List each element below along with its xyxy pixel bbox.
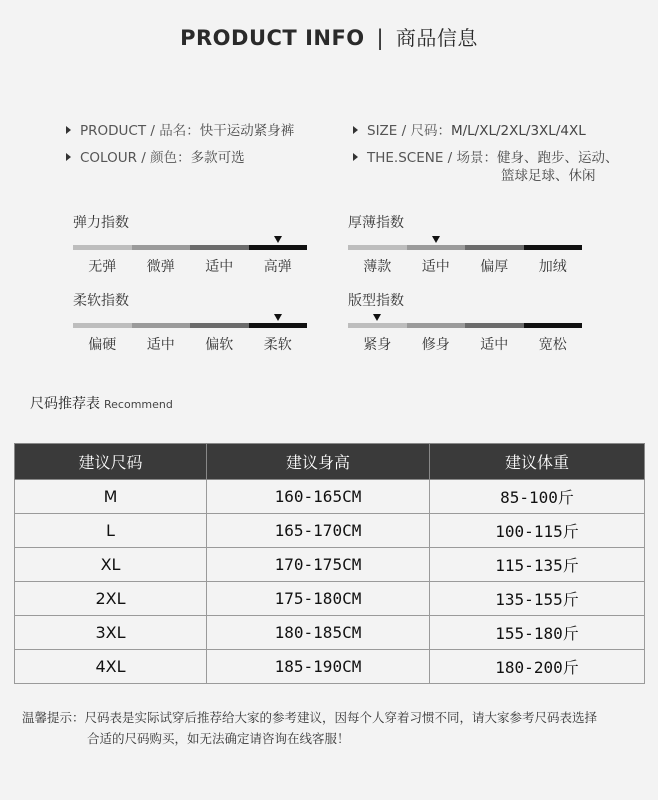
page-title xyxy=(0,22,658,51)
cell-size: 3XL xyxy=(15,616,207,650)
scale-tick: 宽松 xyxy=(538,337,567,353)
scale-softness xyxy=(73,291,307,354)
tip-line-1: 温馨提示：尺码表是实际试穿后推荐给大家的参考建议，因每个人穿着习惯不同，请大家参考尺码表选择 xyxy=(22,710,598,725)
scale-bar xyxy=(348,323,582,328)
scale-title: 厚薄指数 xyxy=(348,215,404,231)
info-scene: THE.SCENE / 场景：健身、跑步、运动、 篮球足球、休闲 xyxy=(353,148,653,186)
cell-size: M xyxy=(15,480,207,514)
scale-title: 弹力指数 xyxy=(73,215,129,231)
cell-height: 170-175CM xyxy=(207,548,430,582)
scale-tick: 高弹 xyxy=(263,259,292,275)
table-row xyxy=(15,514,645,548)
cell-height: 165-170CM xyxy=(207,514,430,548)
size-table xyxy=(14,443,645,684)
table-row xyxy=(15,616,645,650)
cell-weight: 115-135斤 xyxy=(430,548,645,582)
cell-weight: 85-100斤 xyxy=(430,480,645,514)
header-weight: 建议体重 xyxy=(430,444,645,480)
scale-marker-icon xyxy=(432,236,440,243)
scale-tick: 紧身 xyxy=(363,337,392,353)
scale-bar xyxy=(348,245,582,250)
cell-weight: 180-200斤 xyxy=(430,650,645,684)
size-tip xyxy=(22,707,642,749)
info-product: PRODUCT / 品名：快干运动紧身裤 xyxy=(66,121,294,141)
scale-tick: 偏厚 xyxy=(480,259,509,275)
scale-elasticity xyxy=(73,213,307,276)
header-height: 建议身高 xyxy=(207,444,430,480)
triangle-bullet-icon xyxy=(66,153,71,161)
scale-bar xyxy=(73,245,307,250)
cell-height: 175-180CM xyxy=(207,582,430,616)
recommend-heading xyxy=(30,393,173,413)
table-row xyxy=(15,650,645,684)
table-header-row xyxy=(15,444,645,480)
cell-size: 2XL xyxy=(15,582,207,616)
triangle-bullet-icon xyxy=(353,153,358,161)
recommend-title: 尺码推荐表 xyxy=(30,396,100,412)
scale-marker-icon xyxy=(274,236,282,243)
title-cn: 商品信息 xyxy=(395,26,478,50)
cell-weight: 135-155斤 xyxy=(430,582,645,616)
info-size: SIZE / 尺码：M/L/XL/2XL/3XL/4XL xyxy=(353,121,586,141)
cell-size: XL xyxy=(15,548,207,582)
scale-tick: 适中 xyxy=(146,337,175,353)
table-row xyxy=(15,582,645,616)
cell-height: 180-185CM xyxy=(207,616,430,650)
scale-fit xyxy=(348,291,582,354)
scale-tick: 偏软 xyxy=(205,337,234,353)
header-size: 建议尺码 xyxy=(15,444,207,480)
scale-title: 柔软指数 xyxy=(73,293,129,309)
title-en: PRODUCT INFO xyxy=(180,26,365,50)
scale-marker-icon xyxy=(274,314,282,321)
tip-line-2: 合适的尺码购买，如无法确定请咨询在线客服！ xyxy=(87,731,350,746)
scale-tick: 适中 xyxy=(205,259,234,275)
cell-size: 4XL xyxy=(15,650,207,684)
scale-tick: 无弹 xyxy=(88,259,117,275)
scale-thickness xyxy=(348,213,582,276)
scale-tick: 柔软 xyxy=(263,337,292,353)
info-colour: COLOUR / 颜色：多款可选 xyxy=(66,148,245,168)
scale-tick: 修身 xyxy=(421,337,450,353)
cell-size: L xyxy=(15,514,207,548)
title-separator: | xyxy=(376,26,385,50)
scale-marker-icon xyxy=(373,314,381,321)
scale-bar xyxy=(73,323,307,328)
scale-tick: 偏硬 xyxy=(88,337,117,353)
cell-height: 185-190CM xyxy=(207,650,430,684)
cell-weight: 100-115斤 xyxy=(430,514,645,548)
triangle-bullet-icon xyxy=(66,126,71,134)
scale-tick: 加绒 xyxy=(538,259,567,275)
table-row xyxy=(15,480,645,514)
scale-tick: 薄款 xyxy=(363,259,392,275)
recommend-subtitle: Recommend xyxy=(104,398,173,411)
scale-tick: 适中 xyxy=(421,259,450,275)
scale-tick: 微弹 xyxy=(146,259,175,275)
table-row xyxy=(15,548,645,582)
scale-title: 版型指数 xyxy=(348,293,404,309)
cell-weight: 155-180斤 xyxy=(430,616,645,650)
triangle-bullet-icon xyxy=(353,126,358,134)
scale-tick: 适中 xyxy=(480,337,509,353)
cell-height: 160-165CM xyxy=(207,480,430,514)
